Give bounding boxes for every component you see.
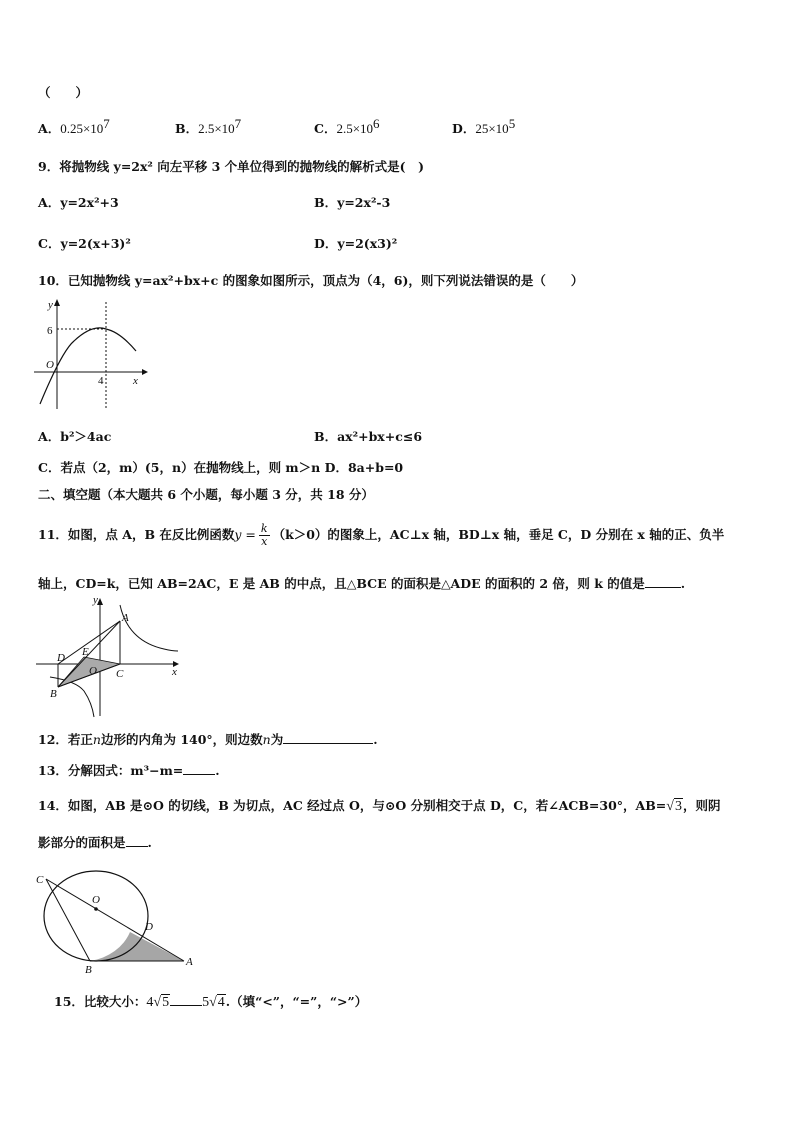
q10-option-d: D．8a+b=0 [324, 460, 404, 475]
q11-label-o: O [89, 665, 97, 677]
q12-answer-blank[interactable] [283, 732, 373, 744]
q10-option-b: B．ax²+bx+c≤6 [314, 429, 423, 444]
q10-tick-6: 6 [47, 325, 53, 337]
q9-option-d: D．y=2(x3)² [314, 236, 398, 251]
q10-stem: 10．已知抛物线 y=ax²+bx+c 的图象如图所示，顶点为（4，6)，则下列说法错误的是（ ） [38, 273, 584, 288]
q14-line2: 影部分的面积是 . [38, 835, 152, 850]
q10-x-label: x [133, 375, 138, 387]
q8-option-c: C．$2.5\times 10^6$ [314, 115, 380, 136]
q10-option-a: A．b²＞4ac [38, 429, 112, 444]
q14-figure [34, 866, 194, 976]
q9-option-b: B．y=2x²-3 [314, 195, 391, 210]
q14-label-a: A [186, 956, 193, 968]
q8-option-d: D．$25\times 10^5$ [452, 115, 516, 136]
q11-label-a: A [122, 612, 129, 624]
q14-label-c: C [36, 874, 44, 886]
q12: 12．若正n边形的内角为 140°，则边数n为 . [38, 732, 378, 747]
q14-label-b: B [85, 964, 92, 976]
q11-line1: 11．如图，点 A，B 在反比例函数y = $\frac{k}{x}$ （k＞0）的图象上，AC⊥x 轴，BD⊥x 轴，垂足 C，D 分别在 x 轴的正、负半 [38, 522, 725, 548]
q11-line2: 轴上，CD=k，已知 AB=2AC，E 是 AB 的中点，且△BCE 的面积是△ADE 的面积的 2 倍，则 k 的值是 . [38, 576, 686, 591]
q14-answer-blank[interactable] [126, 835, 148, 847]
q10-tick-4: 4 [98, 375, 104, 387]
q9-stem: 9．将抛物线 y=2x² 向左平移 3 个单位得到的抛物线的解析式是( ) [38, 159, 424, 174]
q10-origin-label: O [46, 359, 54, 371]
q8-paren: （ ） [38, 85, 89, 100]
q15: 15．比较大小：4√5 5√4.（填“<”，“=”，“>”） [54, 994, 368, 1010]
q9-option-c: C．y=2(x+3)² [38, 236, 131, 251]
q11-label-b: B [50, 688, 57, 700]
q15-right-expr: 5√4 [202, 995, 225, 1010]
q11-fraction: $\frac{k}{x}$ [260, 522, 268, 548]
q11-figure [36, 593, 186, 718]
q14-line1: 14．如图，AB 是⊙O 的切线，B 为切点，AC 经过点 O，与⊙O 分别相交于点 D，C，若∠ACB=30°，AB=√3，则阴 [38, 798, 721, 814]
q13-answer-blank[interactable] [183, 763, 215, 775]
q11-label-c: C [116, 668, 124, 680]
q13: 13．分解因式：m³−m= . [38, 763, 220, 778]
q14-label-o: O [92, 894, 100, 906]
q11-y-label: y [93, 594, 98, 606]
q11-answer-blank[interactable] [645, 576, 681, 588]
q10-parabola-figure [34, 296, 149, 411]
q10-y-label: y [48, 299, 53, 311]
q11-label-d: D [57, 652, 65, 664]
q8-option-b: B．$2.5\times 10^7$ [175, 115, 242, 136]
q11-label-e: E [82, 646, 89, 658]
q11-x-label: x [172, 666, 177, 678]
q8-option-a: A．$0.25\times 10^7$ [38, 115, 110, 136]
q15-left-expr: 4√5 [146, 995, 170, 1010]
q14-label-d: D [145, 921, 153, 933]
q14-sqrt: √3 [666, 799, 682, 814]
q9-option-a: A．y=2x²+3 [38, 195, 119, 210]
q10-option-c: C．若点（2，m）(5，n）在抛物线上，则 m＞n D．8a+b=0 [38, 460, 404, 475]
q15-answer-blank[interactable] [170, 994, 202, 1006]
section-title: 二、填空题（本大题共 6 个小题，每小题 3 分，共 18 分） [38, 487, 374, 502]
